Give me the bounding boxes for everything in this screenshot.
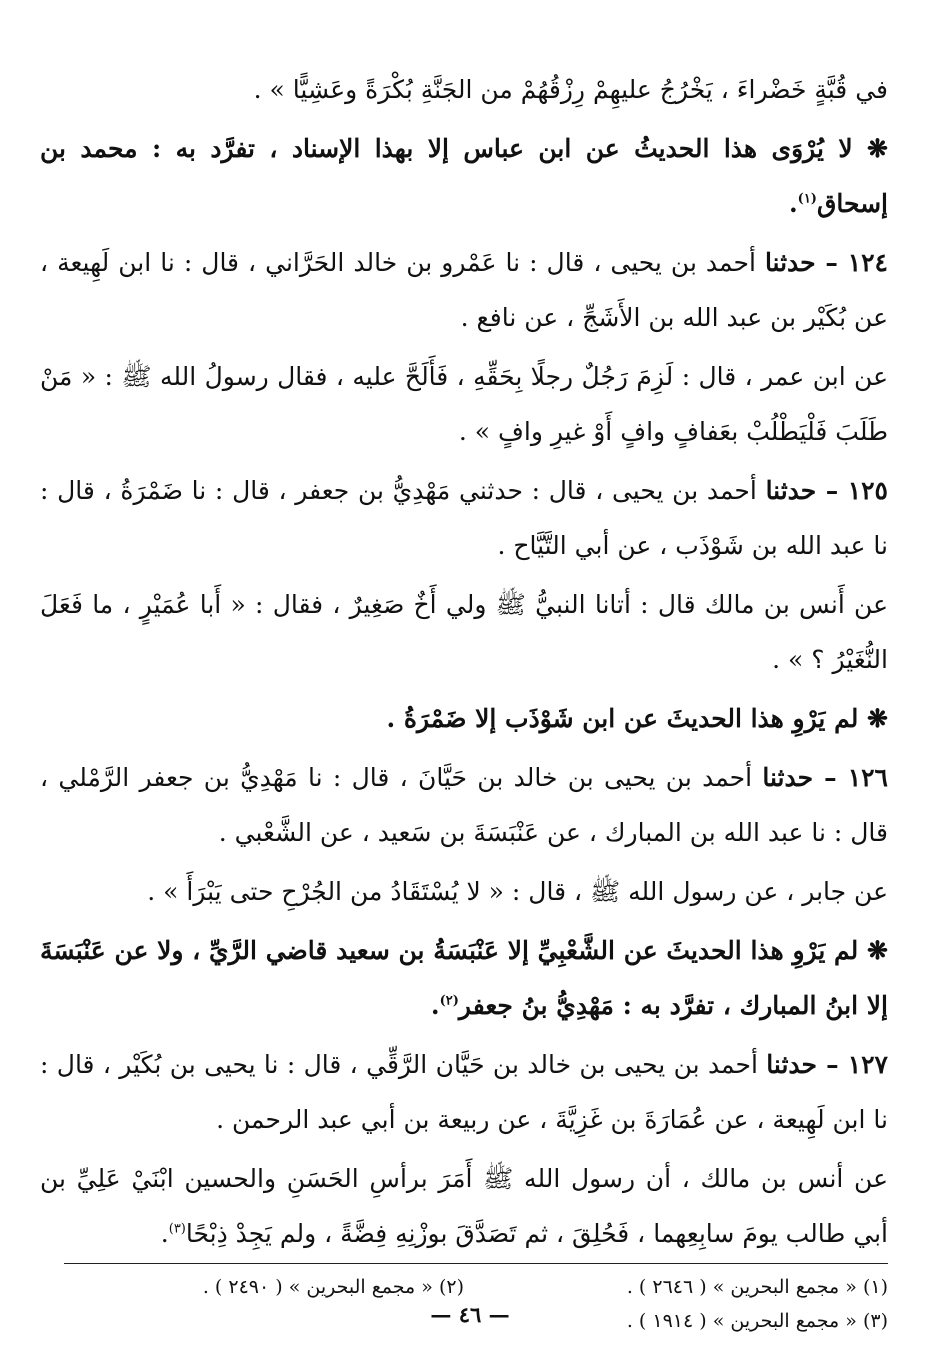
footnote-ref-1[interactable]: (١) bbox=[797, 191, 817, 207]
hadith-125-matn bbox=[40, 577, 888, 687]
page-number: — ٤٦ — bbox=[430, 1302, 510, 1327]
footnote-ref-3[interactable]: (٣) bbox=[168, 1221, 186, 1237]
hadith-126-isnad bbox=[40, 750, 888, 860]
footnote-2: (٢) « مجمع البحرين » ( ٢٤٩٠ ) . bbox=[202, 1276, 464, 1298]
footnote-ref-2[interactable]: (٢) bbox=[439, 993, 459, 1009]
note-text: ❋ لا يُرْوَى هذا الحديثُ عن ابن عباس إلا بهذا الإسناد ، تفرَّد به : محمد بن إسحاق bbox=[40, 134, 888, 218]
paragraph-continuation bbox=[40, 62, 888, 117]
footnote-1: (١) « مجمع البحرين » ( ٢٦٤٦ ) . bbox=[626, 1276, 888, 1298]
hadith-number-127: ١٢٧ – حدثنا bbox=[766, 1050, 888, 1079]
note-end: . bbox=[788, 189, 798, 218]
hadith-number-126: ١٢٦ – حدثنا bbox=[762, 763, 888, 792]
footnote-3: (٣) « مجمع البحرين » ( ١٩١٤ ) . bbox=[626, 1310, 888, 1332]
hadith-124-isnad bbox=[40, 235, 888, 345]
matn-text: عن جابر ، عن رسول الله ﷺ ، قال : « لا يُسْتَقَادُ من الجُرْحِ حتى يَبْرَأَ » . bbox=[147, 877, 888, 906]
isnad-text: أحمد بن يحيى ، قال : حدثني مَهْدِيُّ بن جعفر ، قال : نا ضَمْرَةُ ، قال : نا عبد الله بن شَوْذَب ، عن أبي التَّيَّاح . bbox=[40, 476, 888, 560]
note-hadith-123 bbox=[40, 121, 888, 231]
note-text: ❋ لم يَرْوِ هذا الحديثَ عن ابن شَوْذَب إلا ضَمْرَةُ . bbox=[386, 704, 888, 733]
matn-end: . bbox=[160, 1219, 169, 1248]
matn-text: عن أنس بن مالك ، أن رسول الله ﷺ أَمَرَ برأسِ الحَسَنِ والحسين ابْنَيْ عَلِيِّ بن أبي طالب يومَ سابِعِهما ، فَحُلِقَ ، ثم تَصَدَّقَ بوزْنِهِ فِضَّةً ، ولم يَجِدْ ذِبْحًا bbox=[40, 1164, 888, 1248]
matn-text: عن أَنس بن مالك قال : أتانا النبيُّ ﷺ ولي أَخٌ صَغِيرٌ ، فقال : « أَبا عُمَيْرٍ ، ما فَعَلَ النُّغَيْرُ ؟ » . bbox=[40, 590, 888, 674]
hadith-127-matn bbox=[40, 1151, 888, 1261]
note-hadith-125 bbox=[40, 691, 888, 746]
matn-text: عن ابن عمر ، قال : لَزِمَ رَجُلٌ رجلًا بِحَقِّهِ ، فَأَلَحَّ عليه ، فقال رسولُ الله ﷺ : « مَنْ طَلَبَ فَلْيَطْلُبْ بعَفافٍ وافٍ أَوْ غيرِ وافٍ » . bbox=[40, 362, 888, 446]
note-text: ❋ لم يَرْوِ هذا الحديثَ عن الشَّعْبِيِّ إلا عَنْبَسَةُ بن سعيد قاضي الرَّيِّ ، ولا عن عَنْبَسَةَ إلا ابنُ المبارك ، تفرَّد به : مَهْدِيُّ بنُ جعفر bbox=[40, 936, 888, 1020]
hadith-126-matn bbox=[40, 864, 888, 919]
hadith-125-isnad bbox=[40, 463, 888, 573]
continuation-text: في قُبَّةٍ خَضْراءَ ، يَخْرُجُ عليهِمْ رِزْقُهُمْ من الجَنَّةِ بُكْرَةً وعَشِيًّا » . bbox=[253, 75, 888, 104]
footnote-row bbox=[40, 1270, 888, 1304]
footnote-divider bbox=[64, 1263, 888, 1264]
isnad-text: أحمد بن يحيى ، قال : نا عَمْرو بن خالد الحَرَّاني ، قال : نا ابن لَهِيعة ، عن بُكَيْر بن عبد الله بن الأَشَجِّ ، عن نافع . bbox=[40, 248, 888, 332]
note-hadith-126 bbox=[40, 923, 888, 1033]
isnad-text: أحمد بن يحيى بن خالد بن حَيَّانَ ، قال : نا مَهْدِيُّ بن جعفر الرَّمْلي ، قال : نا عبد الله بن المبارك ، عن عَنْبَسَةَ بن سَعيد ، عن الشَّعْبي . bbox=[40, 763, 888, 847]
hadith-number-125: ١٢٥ – حدثنا bbox=[765, 476, 888, 505]
hadith-124-matn bbox=[40, 349, 888, 459]
hadith-127-isnad bbox=[40, 1037, 888, 1147]
isnad-text: أحمد بن يحيى بن خالد بن حَيَّان الرَّقِّي ، قال : نا يحيى بن بُكَيْر ، قال : نا ابن لَهِيعة ، عن عُمَارَةَ بن غَزِيَّةَ ، عن ربيعة بن أبي عبد الرحمن . bbox=[40, 1050, 888, 1134]
page-body bbox=[40, 62, 888, 1338]
hadith-number-124: ١٢٤ – حدثنا bbox=[764, 248, 888, 277]
note-end: . bbox=[430, 991, 440, 1020]
